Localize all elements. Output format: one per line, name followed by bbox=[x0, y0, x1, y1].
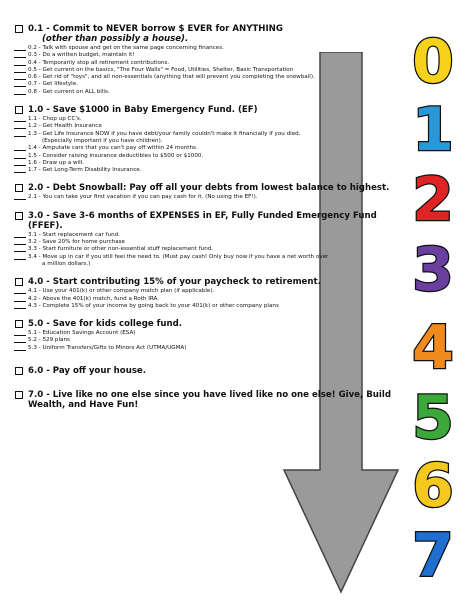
list-item: 3.1 - Start replacement car fund. bbox=[14, 232, 396, 239]
step-6 bbox=[14, 366, 396, 376]
blank-line bbox=[14, 330, 26, 336]
number-3: 3 bbox=[412, 235, 454, 305]
blank-line bbox=[14, 67, 26, 73]
list-item: 0.2 - Talk with spouse and get on the same page concerning finances. bbox=[14, 45, 396, 52]
step-title: 4.0 - Start contributing 15% of your paycheck to retirement. bbox=[28, 277, 321, 288]
list-item: 4.2 - Above the 401(k) match, fund a Roth IRA. bbox=[14, 296, 396, 303]
blank-line bbox=[14, 167, 26, 173]
blank-line bbox=[14, 131, 26, 137]
checkbox[interactable] bbox=[15, 212, 23, 220]
list-item: 3.4 - Move up in car if you still feel the need to. (Must pay cash! Only buy now if you have a net worth over bbox=[14, 254, 396, 261]
blank-line bbox=[14, 337, 26, 343]
blank-line bbox=[14, 45, 26, 51]
list-item-continuation: (Especially important if you have children). bbox=[42, 137, 163, 144]
number-4: 4 bbox=[412, 313, 454, 383]
blank-line bbox=[14, 194, 26, 200]
blank-line bbox=[14, 89, 26, 95]
blank-line bbox=[14, 246, 26, 252]
blank-line bbox=[14, 160, 26, 166]
list-item: 0.5 - Get current on the basics, "The Four Walls" = Food, Utilities, Shelter, Basic Transportation bbox=[14, 67, 396, 74]
blank-line bbox=[14, 254, 26, 260]
blank-line bbox=[14, 123, 26, 129]
list-item: 1.5 - Consider raising insurance deductibles to $500 or $1000. bbox=[14, 153, 396, 160]
list-item: 0.7 - Get lifestyle. bbox=[14, 81, 396, 88]
step-7 bbox=[14, 390, 396, 410]
blank-line bbox=[14, 345, 26, 351]
blank-line bbox=[14, 145, 26, 151]
number-5: 5 bbox=[412, 383, 454, 453]
list-item: 4.3 - Complete 15% of your income by going back to your 401(k) or other company plans bbox=[14, 303, 396, 310]
list-item: 1.3 - Get Life Insurance NOW if you have debt/your family couldn't make it financially if you died. bbox=[14, 131, 396, 138]
list-item: 5.3 - Uniform Transfers/Gifts to Minors Act (UTMA/UGMA) bbox=[14, 345, 396, 352]
list-item: 3.2 - Save 20% for home purchase bbox=[14, 239, 396, 246]
list-item: 5.2 - 529 plans bbox=[14, 337, 396, 344]
checkbox[interactable] bbox=[15, 25, 23, 33]
blank-line bbox=[14, 303, 26, 309]
blank-line bbox=[14, 74, 26, 80]
step-title: 1.0 - Save $1000 in Baby Emergency Fund. (EF) bbox=[28, 105, 258, 116]
list-item: 1.1 - Chop up CC's. bbox=[14, 116, 396, 123]
list-item: 4.1 - Use your 401(k) or other company match plan (if applicable). bbox=[14, 288, 396, 295]
list-item: 2.1 - You can take your first vacation if you can pay cash for it. (No using the EF!). bbox=[14, 194, 396, 201]
blank-line bbox=[14, 60, 26, 66]
step-3 bbox=[14, 211, 396, 268]
step-title: 0.1 - Commit to NEVER borrow $ EVER for ANYTHING bbox=[28, 24, 283, 34]
list-item: 1.4 - Amputate cars that you can't pay off within 24 months. bbox=[14, 145, 396, 152]
list-item: 1.7 - Get Long-Term Disability Insurance. bbox=[14, 167, 396, 174]
step-title: 2.0 - Debt Snowball: Pay off all your debts from lowest balance to highest. bbox=[28, 183, 390, 194]
checkbox[interactable] bbox=[15, 278, 23, 286]
number-2: 2 bbox=[412, 165, 454, 235]
checkbox[interactable] bbox=[15, 320, 23, 328]
list-item: 5.1 - Education Savings Account (ESA) bbox=[14, 330, 396, 337]
blank-line bbox=[14, 239, 26, 245]
step-title: 6.0 - Pay off your house. bbox=[28, 366, 147, 377]
blank-line bbox=[14, 81, 26, 87]
list-item: 0.6 - Get rid of "toys", and all non-essentials (anything that will prevent you completing the snowball). bbox=[14, 74, 396, 81]
checkbox[interactable] bbox=[15, 391, 23, 399]
number-0: 0 bbox=[412, 27, 454, 97]
step-5 bbox=[14, 319, 396, 352]
list-item: 3.3 - Start furniture or other non-essential stuff replacement fund. bbox=[14, 246, 396, 253]
list-item-continuation: a million dollars.) bbox=[42, 260, 91, 267]
list-item: 0.4 - Temporarily stop all retirement contributions. bbox=[14, 60, 396, 67]
list-item: 0.3 - Do a written budget, maintain it! bbox=[14, 52, 396, 59]
step-1 bbox=[14, 105, 396, 174]
list-item: 1.6 - Draw up a will. bbox=[14, 160, 396, 167]
number-7: 7 bbox=[412, 521, 454, 591]
checkbox[interactable] bbox=[15, 106, 23, 114]
checkbox[interactable] bbox=[15, 367, 23, 375]
list-item: 1.2 - Get Health Insurance bbox=[14, 123, 396, 130]
number-6: 6 bbox=[412, 451, 454, 521]
step-2 bbox=[14, 183, 396, 201]
checkbox[interactable] bbox=[15, 184, 23, 192]
blank-line bbox=[14, 232, 26, 238]
blank-line bbox=[14, 116, 26, 122]
step-title: 7.0 - Live like no one else since you have lived like no one else! Give, Build Wealth, and Have Fun! bbox=[28, 390, 391, 411]
steps-list bbox=[14, 24, 396, 419]
step-title: 3.0 - Save 3-6 months of EXPENSES in EF, Fully Funded Emergency Fund (FFEF). bbox=[28, 210, 377, 231]
step-subtitle: (other than possibly a house). bbox=[42, 34, 189, 44]
number-1: 1 bbox=[412, 95, 454, 165]
step-title: 5.0 - Save for kids college fund. bbox=[28, 319, 183, 330]
step-4 bbox=[14, 277, 396, 310]
blank-line bbox=[14, 52, 26, 58]
step-0 bbox=[14, 24, 396, 96]
list-item: 0.8 - Get current on ALL bills. bbox=[14, 89, 396, 96]
blank-line bbox=[14, 296, 26, 302]
blank-line bbox=[14, 288, 26, 294]
blank-line bbox=[14, 153, 26, 159]
